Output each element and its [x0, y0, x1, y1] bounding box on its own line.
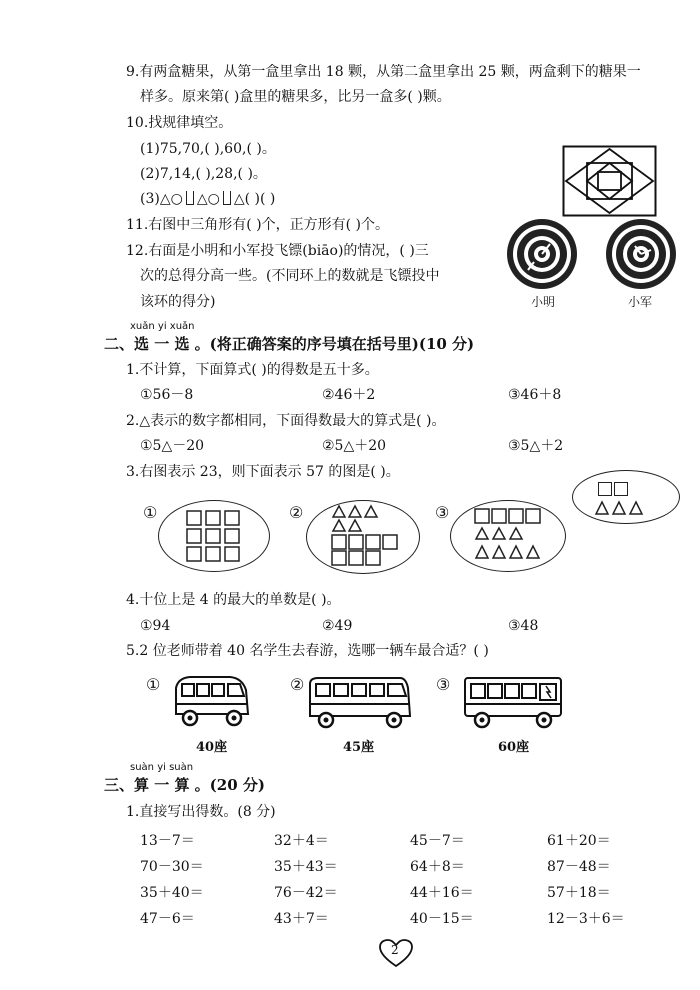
minibus-icon[interactable]: [168, 672, 250, 730]
bus-icon[interactable]: [462, 674, 564, 730]
q3-option1-squares: [186, 510, 242, 562]
pattern-bar-icon: [186, 191, 194, 205]
s2-q2-opt1: ①5△－20: [140, 438, 205, 454]
q5-marker-1: ①: [146, 675, 161, 694]
calc-item: 57＋18＝: [547, 885, 611, 901]
square-icon: [598, 482, 612, 496]
calc-item: 76－42＝: [274, 885, 338, 901]
calc-item: 87－48＝: [547, 859, 611, 875]
q10-3-part-c: △( )( ): [233, 191, 276, 207]
q5-marker-3: ③: [436, 675, 451, 694]
calc-item: 12－3＋6＝: [547, 911, 625, 927]
nested-squares-figure: [562, 145, 657, 217]
s2-q1: 1.不计算，下面算式( )的得数是五十多。: [126, 362, 379, 378]
q3-marker-1: ①: [143, 503, 158, 522]
square-icon: [614, 482, 628, 496]
calc-item: 64＋8＝: [410, 859, 465, 875]
van-icon[interactable]: [306, 674, 412, 730]
s2-q1-opt1: ①56－8: [140, 387, 194, 403]
s2-q1-opt3: ③46＋8: [508, 387, 562, 403]
dartboard-xiaojun: [605, 218, 677, 290]
s2-q4: 4.十位上是 4 的最大的单数是( )。: [126, 592, 341, 608]
page-number: 2: [391, 943, 399, 957]
calc-item: 43＋7＝: [274, 911, 329, 927]
section2-title: 二、选 一 选 。(将正确答案的序号填在括号里)(10 分): [104, 335, 475, 353]
s2-q3: 3.右图表示 23，则下面表示 57 的图是( )。: [126, 464, 400, 480]
section3-pinyin: suàn yi suàn: [130, 762, 194, 773]
s2-q2-opt3: ③5△＋2: [508, 438, 564, 454]
q12-line2: 次的总得分高一些。(不同环上的数就是飞镖投中: [140, 268, 440, 284]
section2-pinyin: xuǎn yi xuǎn: [130, 321, 195, 332]
triangle-row-icons: [595, 500, 647, 516]
calc-item: 47－6＝: [140, 911, 195, 927]
calc-item: 13－7＝: [140, 833, 195, 849]
target-right-label: 小军: [628, 295, 653, 309]
q5-seat-2: 45座: [343, 740, 375, 755]
pattern-bar-icon: [223, 191, 231, 205]
q3-option3-shapes: [474, 508, 546, 564]
q5-seat-1: 40座: [196, 740, 228, 755]
calc-item: 32＋4＝: [274, 833, 329, 849]
calc-item: 45－7＝: [410, 833, 465, 849]
calc-item: 70－30＝: [140, 859, 204, 875]
s2-q4-opt1: ①94: [140, 618, 171, 634]
q10-3-part-b: △○: [196, 191, 220, 207]
q3-marker-2: ②: [289, 503, 304, 522]
section3-title: 三、算 一 算 。(20 分): [104, 776, 265, 794]
q3-marker-3: ③: [435, 503, 450, 522]
q11: 11.右图中三角形有( )个，正方形有( )个。: [126, 217, 390, 233]
s2-q2-opt2: ②5△＋20: [322, 438, 387, 454]
s2-q4-opt2: ②49: [322, 618, 353, 634]
q12-line3: 该环的得分): [140, 294, 216, 310]
calc-item: 35＋40＝: [140, 885, 204, 901]
s3-q1: 1.直接写出得数。(8 分): [126, 804, 276, 820]
q9-line2: 样多。原来第( )盒里的糖果多，比另一盒多( )颗。: [140, 89, 451, 105]
dartboard-xiaoming: [506, 218, 578, 290]
q10-3-part-a: (3)△○: [140, 191, 183, 207]
s2-q5: 5.2 位老师带着 40 名学生去春游，选哪一辆车最合适？( ): [126, 643, 489, 659]
q9-line1: 9.有两盒糖果，从第一盒里拿出 18 颗，从第二盒里拿出 25 颗，两盒剩下的糖果一: [126, 64, 641, 80]
q5-marker-2: ②: [290, 675, 305, 694]
q5-seat-3: 60座: [498, 740, 530, 755]
q10-2: (2)7,14,( ),28,( )。: [140, 166, 267, 182]
q12-line1: 12.右面是小明和小军投飞镖(biāo)的情况，( )三: [126, 243, 429, 259]
s2-q1-opt2: ②46＋2: [322, 387, 376, 403]
calc-item: 40－15＝: [410, 911, 474, 927]
q3-option2-shapes: [330, 504, 400, 566]
s2-q2: 2.△表示的数字都相同，下面得数最大的算式是( )。: [126, 413, 446, 429]
q10-3: [140, 189, 275, 209]
q10-1: (1)75,70,( ),60,( )。: [140, 141, 276, 157]
q10-title: 10.找规律填空。: [126, 115, 233, 131]
target-left-label: 小明: [531, 295, 556, 309]
calc-item: 61＋20＝: [547, 833, 611, 849]
calc-item: 35＋43＝: [274, 859, 338, 875]
calc-item: 44＋16＝: [410, 885, 474, 901]
s2-q4-opt3: ③48: [508, 618, 539, 634]
